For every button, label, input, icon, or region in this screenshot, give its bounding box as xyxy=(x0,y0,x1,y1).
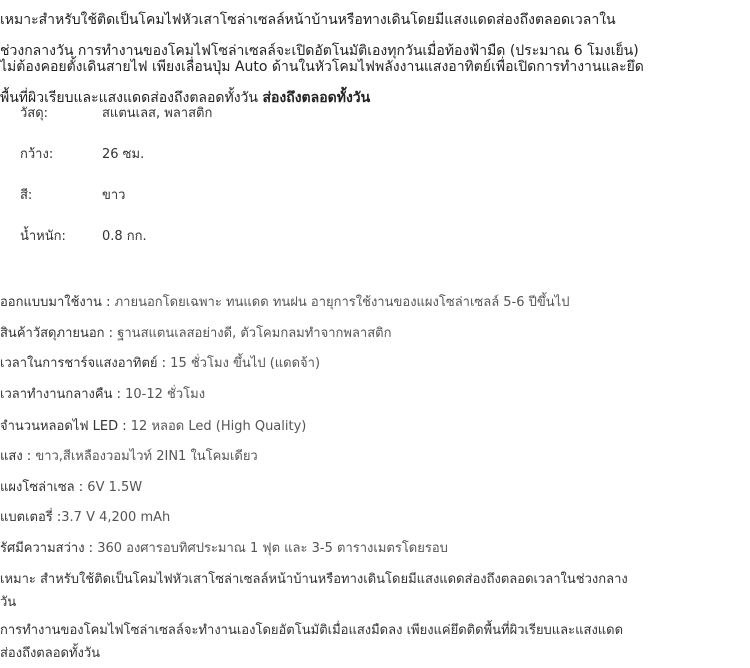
detail-label: แผงโซล่าเซล : xyxy=(0,480,88,495)
operation-paragraph-line-1: การทำงานของโคมไฟโซล่าเซลล์จะทำงานเองโดยอัตโนมัติเมื่อแสงมืดลง เพียงแค่ยึดติดพื้นที่ผิวเรียบและแสงแดด xyxy=(0,623,624,638)
detail-value: 6V 1.5W xyxy=(87,480,143,495)
spec-value: ขาว xyxy=(102,188,126,203)
intro-line-4-text: พื้นที่ผิวเรียบและแสงแดดส่องถึงตลอดทั้งวัน xyxy=(0,90,263,106)
detail-night-time xyxy=(0,384,740,406)
usage-paragraph-line-1: เหมาะ สำหรับใช้ติดเป็นโคมไฟหัวเสาโซล่าเซลล์หน้าบ้านหรือทางเดินโดยมีแสงแดดส่องถึงตลอดเวลาในช่วงกลาง xyxy=(0,572,628,587)
spec-value: สแตนเลส, พลาสติก xyxy=(102,106,213,121)
detail-label: เวลาทำงานกลางคืน : xyxy=(0,387,126,402)
detail-value: ฐานสแตนเลสอย่างดี, ตัวโคมกลมทำจากพลาสติก xyxy=(117,326,392,341)
detail-value: 15 ชั่วโมง ขึ้นไป (แดดจ้า) xyxy=(170,356,321,371)
intro-line-3: ไม่ต้องคอยตั้งเดินสายไฟ เพียงเลื่อนปุ่ม Auto ด้านในหัวโคมไฟพลังงานแสงอาทิตย์เพื่อเปิดการทำงานและยึด xyxy=(0,59,644,75)
detail-label: เวลาในการชาร์จแสงอาทิตย์ : xyxy=(0,356,171,371)
detail-charge-time xyxy=(0,353,740,375)
detail-label: แสง : xyxy=(0,449,36,464)
detail-value: 10-12 ชั่วโมง xyxy=(125,387,206,402)
detail-value: 12 หลอด Led (High Quality) xyxy=(130,419,307,434)
detail-radius xyxy=(0,538,740,560)
detail-label: ออกแบบมาใช้งาน : xyxy=(0,295,115,310)
detail-material xyxy=(0,323,740,345)
detail-light xyxy=(0,446,740,468)
detail-value: 3.7 V 4,200 mAh xyxy=(61,510,171,525)
detail-label: รัศมีความสว่าง : xyxy=(0,541,98,556)
detail-led-count xyxy=(0,416,740,438)
detail-value: ขาว,สีเหลืองวอมไวท์ 2IN1 ในโคมเดียว xyxy=(35,449,258,464)
detail-label: สินค้าวัสดุภายนอก : xyxy=(0,326,118,341)
spec-key: น้ำหนัก: xyxy=(20,229,66,244)
intro-line-1: เหมาะสำหรับใช้ติดเป็นโคมไฟหัวเสาโซล่าเซลล์หน้าบ้านหรือทางเดินโดยมีแสงแดดส่องถึงตลอดเวลาใน xyxy=(0,12,616,28)
spec-value: 0.8 กก. xyxy=(102,229,147,244)
spec-key: กว้าง: xyxy=(20,147,54,162)
detail-usage xyxy=(0,292,740,314)
intro-line-4-bold: ส่องถึงตลอดทั้งวัน xyxy=(262,90,371,106)
spec-value: 26 ซม. xyxy=(102,147,145,162)
detail-battery xyxy=(0,507,740,529)
spec-key: วัสดุ: xyxy=(20,106,49,121)
spec-key: สี: xyxy=(20,188,33,203)
detail-solar-panel xyxy=(0,477,740,499)
detail-value: ภายนอกโดยเฉพาะ ทนแดด ทนฝน อายุการใช้งานของแผงโซล่าเซลล์ 5-6 ปีขึ้นไป xyxy=(114,295,570,310)
operation-paragraph-line-2: ส่องถึงตลอดทั้งวัน xyxy=(0,646,101,661)
detail-value: 360 องศารอบทิศประมาณ 1 ฟุต และ 3-5 ตารางเมตรโดยรอบ xyxy=(97,541,448,556)
intro-line-2: ช่วงกลางวัน การทำงานของโคมไฟโซล่าเซลล์จะเปิดอัตโนมัติเองทุกวันเมื่อท้องฟ้ามืด (ประมาณ 6 โมงเย็น) xyxy=(0,43,639,59)
usage-paragraph-line-2: วัน xyxy=(0,595,17,610)
detail-label: จำนวนหลอดไฟ LED : xyxy=(0,419,131,434)
detail-label: แบตเตอรี่ : xyxy=(0,510,62,525)
